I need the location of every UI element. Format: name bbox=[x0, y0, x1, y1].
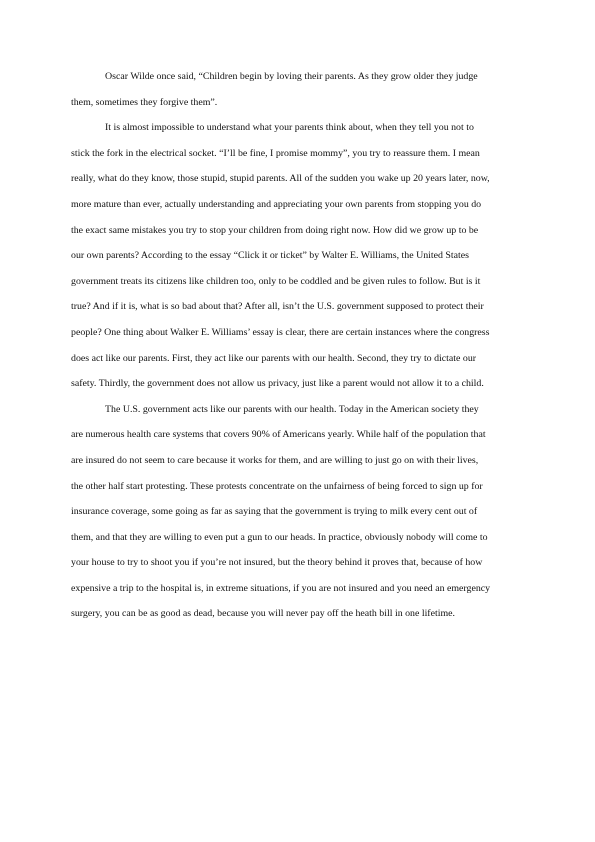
text-line: are numerous health care systems that covers 90% of Americans yearly. While half of the population that bbox=[71, 429, 486, 441]
text-line: does act like our parents. First, they act like our parents with our health. Second, they try to dictate our bbox=[71, 352, 477, 364]
text-line: more mature than ever, actually understanding and appreciating your own parents from stopping you do bbox=[71, 198, 482, 210]
text-line: safety. Thirdly, the government does not allow us privacy, just like a parent would not allow it to a child. bbox=[71, 378, 484, 390]
paragraph-health bbox=[71, 397, 527, 627]
text-line: government treats its citizens like children too, only to be coddled and be given rules to follow. But is it bbox=[71, 275, 481, 287]
text-line: expensive a trip to the hospital is, in extreme situations, if you are not insured and you need an emergency bbox=[71, 582, 491, 594]
text-line: Oscar Wilde once said, “Children begin by loving their parents. As they grow older they judge bbox=[105, 71, 478, 82]
text-line: them, sometimes they forgive them”. bbox=[71, 96, 218, 108]
paragraph-wilde-quote bbox=[71, 64, 527, 115]
text-line: surgery, you can be as good as dead, because you will never pay off the heath bill in one lifetime. bbox=[71, 608, 455, 620]
text-line: The U.S. government acts like our parents with our health. Today in the American society they bbox=[105, 403, 479, 415]
text-line: insurance coverage, some going as far as saying that the government is trying to milk every cent out of bbox=[71, 506, 478, 518]
text-line: the exact same mistakes you try to stop your children from doing right now. How did we grow up to be bbox=[71, 224, 479, 236]
text-line: It is almost impossible to understand what your parents think about, when they tell you not to bbox=[105, 122, 474, 134]
text-line: are insured do not seem to care because it works for them, and are willing to just go on with their lives, bbox=[71, 454, 479, 466]
text-line: our own parents? According to the essay “Click it or ticket” by Walter E. Williams, the United States bbox=[71, 250, 470, 262]
text-line: the other half start protesting. These protests concentrate on the unfairness of being forced to sign up for bbox=[71, 480, 483, 492]
text-line: true? And if it is, what is so bad about that? After all, isn’t the U.S. government supposed to protect their bbox=[71, 301, 484, 313]
text-line: really, what do they know, those stupid, stupid parents. All of the sudden you wake up 20 years later, now, bbox=[71, 173, 490, 185]
paragraph-introduction bbox=[71, 115, 527, 397]
text-line: stick the fork in the electrical socket. “I’ll be fine, I promise mommy”, you try to reassure them. I mean bbox=[71, 147, 480, 159]
text-line: people? One thing about Walker E. Williams’ essay is clear, there are certain instances where the congress bbox=[71, 326, 490, 338]
text-line: your house to try to shoot you if you’re not insured, but the theory behind it proves that, because of how bbox=[71, 557, 483, 569]
text-line: them, and that they are willing to even put a gun to our heads. In practice, obviously nobody will come to bbox=[71, 531, 488, 543]
essay-body bbox=[71, 64, 527, 627]
